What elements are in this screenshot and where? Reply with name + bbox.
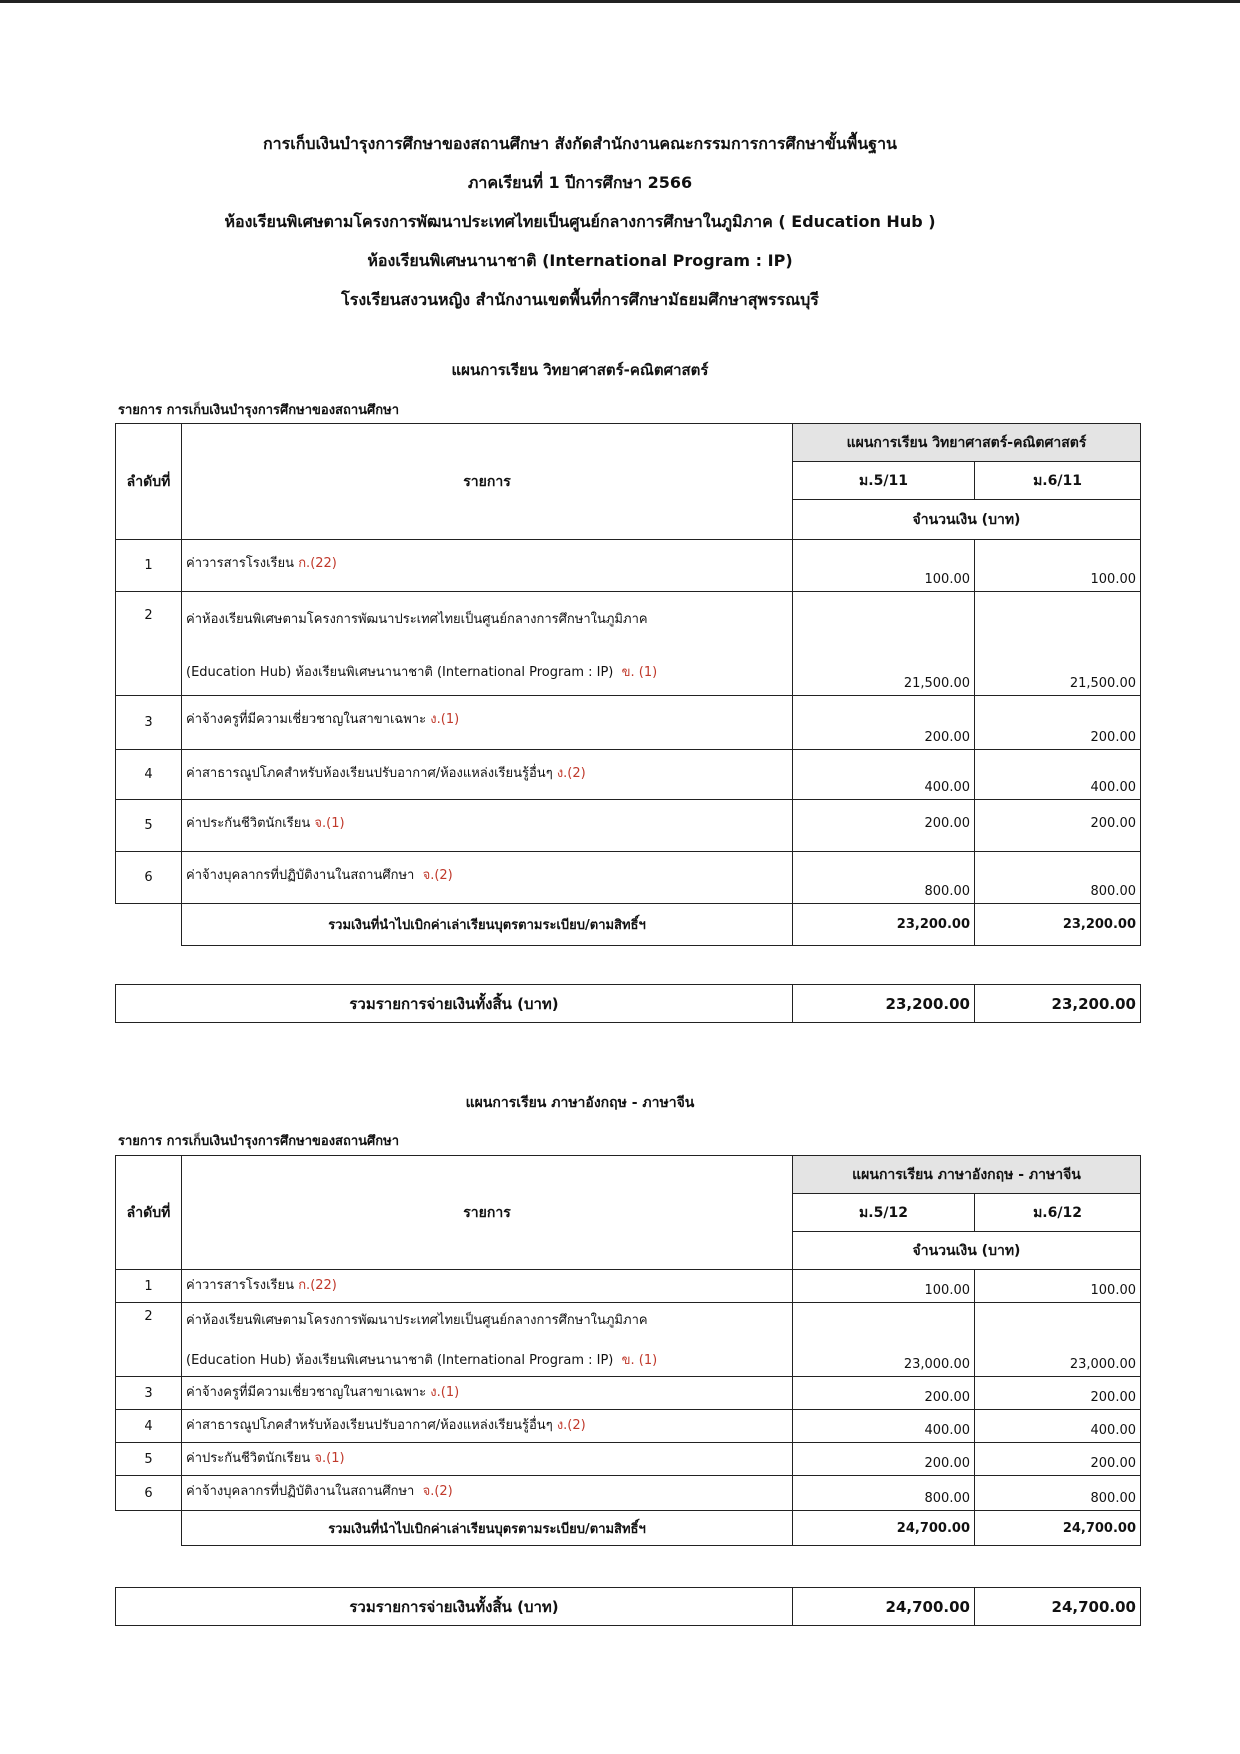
- budget-code: จ.(2): [422, 1484, 453, 1499]
- budget-code: ง.(2): [556, 766, 586, 781]
- row-amount-b: 200.00: [975, 1377, 1141, 1410]
- table-row: [116, 1476, 1141, 1511]
- col-header-item: รายการ: [182, 424, 793, 540]
- col-header-class-b: ม.6/12: [975, 1194, 1141, 1232]
- budget-code: จ.(1): [314, 1451, 345, 1466]
- grand-total-amount-b: 24,700.00: [975, 1588, 1141, 1626]
- grand-total-amount-b: 23,200.00: [975, 985, 1141, 1023]
- plan-2-fee-table: [115, 1155, 1141, 1546]
- row-number: 5: [116, 800, 182, 852]
- row-amount-b: 21,500.00: [975, 592, 1141, 696]
- row-amount-b: 200.00: [975, 696, 1141, 750]
- row-amount-b: 100.00: [975, 1270, 1141, 1303]
- row-amount-a: 21,500.00: [793, 592, 975, 696]
- table-row: [116, 540, 1141, 592]
- header-line-1: การเก็บเงินบำรุงการศึกษาของสถานศึกษา สังกัดสำนักงานคณะกรรมการการศึกษาขั้นพื้นฐาน: [262, 134, 897, 153]
- row-amount-b: 200.00: [975, 800, 1141, 852]
- row-item: ค่าจ้างบุคลากรที่ปฏิบัติงานในสถานศึกษา จ.(2): [182, 852, 793, 904]
- plan-2-grand-total: [115, 1587, 1141, 1626]
- document-header: [0, 124, 1160, 319]
- budget-code: ข. (1): [621, 1353, 658, 1368]
- grand-total-label: รวมรายการจ่ายเงินทั้งสิ้น (บาท): [116, 985, 793, 1023]
- plan-1-title: แผนการเรียน วิทยาศาสตร์-คณิตศาสตร์: [451, 361, 709, 379]
- grand-total-amount-a: 24,700.00: [793, 1588, 975, 1626]
- header-line-5: โรงเรียนสงวนหญิง สำนักงานเขตพื้นที่การศึกษามัธยมศึกษาสุพรรณบุรี: [341, 290, 819, 309]
- subtotal-row: [116, 1511, 1141, 1546]
- row-item: ค่าห้องเรียนพิเศษตามโครงการพัฒนาประเทศไทยเป็นศูนย์กลางการศึกษาในภูมิภาค (Education Hub) ห้องเรียนพิเศษนานาชาติ (International Program : IP) ข. (1): [182, 1303, 793, 1377]
- header-line-4: ห้องเรียนพิเศษนานาชาติ (International Program : IP): [367, 251, 793, 270]
- subtotal-amount-b: 23,200.00: [975, 904, 1141, 946]
- row-amount-b: 23,000.00: [975, 1303, 1141, 1377]
- subtotal-amount-b: 24,700.00: [975, 1511, 1141, 1546]
- plan-1-list-label: รายการ การเก็บเงินบำรุงการศึกษาของสถานศึกษา: [118, 403, 400, 418]
- budget-code: จ.(2): [422, 868, 453, 883]
- subtotal-amount-a: 24,700.00: [793, 1511, 975, 1546]
- table-row: [116, 1303, 1141, 1377]
- row-number: 2: [116, 1303, 182, 1377]
- subtotal-amount-a: 23,200.00: [793, 904, 975, 946]
- row-item: ค่าสาธารณูปโภคสำหรับห้องเรียนปรับอากาศ/ห้องแหล่งเรียนรู้อื่นๆ ง.(2): [182, 750, 793, 800]
- subtotal-row: [116, 904, 1141, 946]
- col-header-no: ลำดับที่: [116, 1156, 182, 1270]
- col-header-plan: แผนการเรียน ภาษาอังกฤษ - ภาษาจีน: [793, 1156, 1141, 1194]
- row-amount-b: 200.00: [975, 1443, 1141, 1476]
- header-line-2: ภาคเรียนที่ 1 ปีการศึกษา 2566: [467, 173, 693, 192]
- row-amount-a: 200.00: [793, 696, 975, 750]
- row-number: 2: [116, 592, 182, 696]
- row-amount-a: 100.00: [793, 540, 975, 592]
- row-amount-a: 200.00: [793, 800, 975, 852]
- row-item: ค่าประกันชีวิตนักเรียน จ.(1): [182, 800, 793, 852]
- budget-code: ก.(22): [298, 1278, 337, 1293]
- table-row: [116, 696, 1141, 750]
- row-amount-a: 200.00: [793, 1443, 975, 1476]
- budget-code: ข. (1): [621, 665, 658, 680]
- row-item: ค่าประกันชีวิตนักเรียน จ.(1): [182, 1443, 793, 1476]
- plan-2-list-label: รายการ การเก็บเงินบำรุงการศึกษาของสถานศึกษา: [118, 1134, 400, 1149]
- scan-edge: [0, 0, 1240, 3]
- row-item: ค่าจ้างครูที่มีความเชี่ยวชาญในสาขาเฉพาะ ง.(1): [182, 696, 793, 750]
- row-number: 3: [116, 1377, 182, 1410]
- row-amount-a: 800.00: [793, 852, 975, 904]
- plan-1-fee-table: [115, 423, 1141, 946]
- row-item: ค่าวารสารโรงเรียน ก.(22): [182, 540, 793, 592]
- subtotal-label: รวมเงินที่นำไปเบิกค่าเล่าเรียนบุตรตามระเบียบ/ตามสิทธิ์ฯ: [182, 904, 793, 946]
- row-amount-b: 400.00: [975, 750, 1141, 800]
- row-item: ค่าห้องเรียนพิเศษตามโครงการพัฒนาประเทศไทยเป็นศูนย์กลางการศึกษาในภูมิภาค (Education Hub) ห้องเรียนพิเศษนานาชาติ (International Program : IP) ข. (1): [182, 592, 793, 696]
- row-amount-a: 400.00: [793, 1410, 975, 1443]
- table-row: [116, 1410, 1141, 1443]
- row-number: 4: [116, 750, 182, 800]
- budget-code: ง.(2): [556, 1418, 586, 1433]
- row-number: 1: [116, 1270, 182, 1303]
- table-row: [116, 852, 1141, 904]
- budget-code: ง.(1): [430, 1385, 460, 1400]
- col-header-no: ลำดับที่: [116, 424, 182, 540]
- header-line-3: ห้องเรียนพิเศษตามโครงการพัฒนาประเทศไทยเป็นศูนย์กลางการศึกษาในภูมิภาค ( Education Hub ): [224, 212, 936, 231]
- row-amount-b: 800.00: [975, 1476, 1141, 1511]
- col-header-amount: จำนวนเงิน (บาท): [793, 1232, 1141, 1270]
- row-number: 3: [116, 696, 182, 750]
- grand-total-amount-a: 23,200.00: [793, 985, 975, 1023]
- col-header-class-a: ม.5/11: [793, 462, 975, 500]
- budget-code: ก.(22): [298, 556, 337, 571]
- budget-code: ง.(1): [430, 712, 460, 727]
- row-amount-a: 200.00: [793, 1377, 975, 1410]
- table-row: [116, 750, 1141, 800]
- table-row: [116, 1443, 1141, 1476]
- row-amount-b: 100.00: [975, 540, 1141, 592]
- row-number: 1: [116, 540, 182, 592]
- table-row: [116, 592, 1141, 696]
- budget-code: จ.(1): [314, 816, 345, 831]
- table-row: [116, 800, 1141, 852]
- row-amount-a: 800.00: [793, 1476, 975, 1511]
- row-number: 4: [116, 1410, 182, 1443]
- col-header-amount: จำนวนเงิน (บาท): [793, 500, 1141, 540]
- row-item: ค่าจ้างครูที่มีความเชี่ยวชาญในสาขาเฉพาะ ง.(1): [182, 1377, 793, 1410]
- row-amount-a: 100.00: [793, 1270, 975, 1303]
- row-amount-a: 23,000.00: [793, 1303, 975, 1377]
- row-number: 5: [116, 1443, 182, 1476]
- row-item: ค่าสาธารณูปโภคสำหรับห้องเรียนปรับอากาศ/ห้องแหล่งเรียนรู้อื่นๆ ง.(2): [182, 1410, 793, 1443]
- row-number: 6: [116, 852, 182, 904]
- table-row: [116, 1377, 1141, 1410]
- grand-total-label: รวมรายการจ่ายเงินทั้งสิ้น (บาท): [116, 1588, 793, 1626]
- row-number: 6: [116, 1476, 182, 1511]
- col-header-class-b: ม.6/11: [975, 462, 1141, 500]
- table-row: [116, 1270, 1141, 1303]
- col-header-class-a: ม.5/12: [793, 1194, 975, 1232]
- row-amount-a: 400.00: [793, 750, 975, 800]
- col-header-item: รายการ: [182, 1156, 793, 1270]
- row-amount-b: 800.00: [975, 852, 1141, 904]
- row-item: ค่าจ้างบุคลากรที่ปฏิบัติงานในสถานศึกษา จ.(2): [182, 1476, 793, 1511]
- row-item: ค่าวารสารโรงเรียน ก.(22): [182, 1270, 793, 1303]
- row-amount-b: 400.00: [975, 1410, 1141, 1443]
- subtotal-label: รวมเงินที่นำไปเบิกค่าเล่าเรียนบุตรตามระเบียบ/ตามสิทธิ์ฯ: [182, 1511, 793, 1546]
- plan-2-title: แผนการเรียน ภาษาอังกฤษ - ภาษาจีน: [465, 1095, 695, 1111]
- plan-1-grand-total: [115, 984, 1141, 1023]
- col-header-plan: แผนการเรียน วิทยาศาสตร์-คณิตศาสตร์: [793, 424, 1141, 462]
